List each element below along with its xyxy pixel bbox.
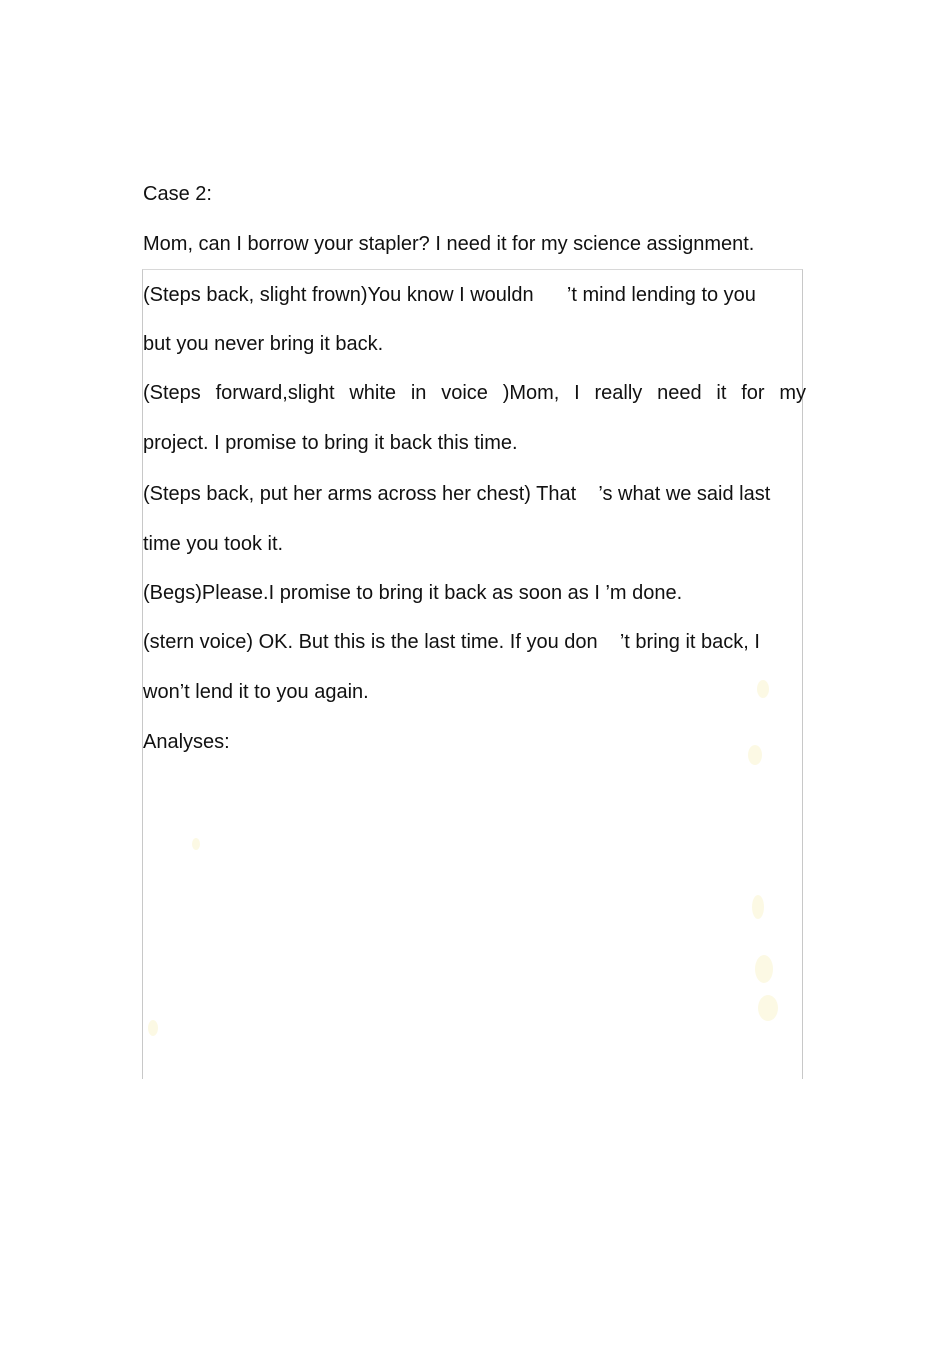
- background-speck: [755, 955, 773, 983]
- dialogue-line: but you never bring it back.: [143, 333, 384, 355]
- background-speck: [192, 838, 200, 850]
- case-heading: Case 2:: [143, 183, 212, 205]
- intro-line: Mom, can I borrow your stapler? I need it for my science assignment.: [143, 233, 755, 255]
- dialogue-line: (stern voice) OK. But this is the last time. If you don ’t bring it back, I: [143, 631, 760, 653]
- background-speck: [758, 995, 778, 1021]
- background-speck: [752, 895, 764, 919]
- background-speck: [148, 1020, 158, 1036]
- analyses-label: Analyses:: [143, 731, 230, 753]
- background-speck: [757, 680, 769, 698]
- dialogue-line: (Begs)Please.I promise to bring it back as soon as I ’m done.: [143, 582, 683, 604]
- dialogue-line: (Steps back, put her arms across her chest) That ’s what we said last: [143, 483, 771, 505]
- dialogue-line: project. I promise to bring it back this time.: [143, 432, 518, 454]
- dialogue-line: (Steps forward,slight white in voice )Mom, I really need it for my: [143, 382, 806, 404]
- dialogue-line: won’t lend it to you again.: [143, 681, 369, 703]
- dialogue-line: (Steps back, slight frown)You know I wouldn ’t mind lending to you: [143, 284, 756, 306]
- dialogue-line: time you took it.: [143, 533, 284, 555]
- background-speck: [748, 745, 762, 765]
